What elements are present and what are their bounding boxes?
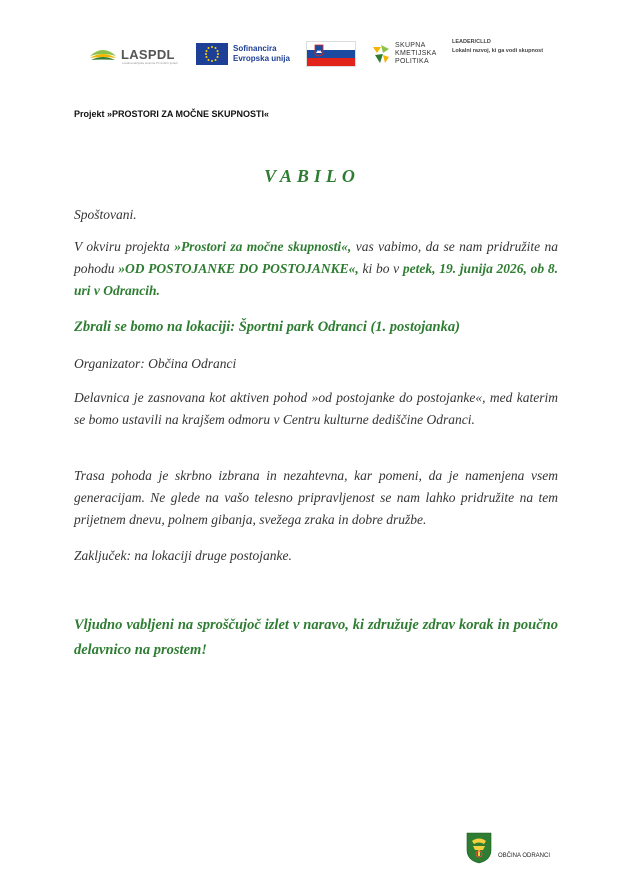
logo-bar: [88, 36, 548, 72]
event-date-time: petek, 19. junija 2026, ob 8. uri v Odrancih.: [74, 261, 558, 298]
workshop-description: Delavnica je zasnovana kot aktiven pohod »od postojanke do postojanke«, med katerim se bomo ustavili na krajšem odmoru v Centru kulturne dediščine Odranci.: [74, 390, 558, 427]
footer-municipality: OBČINA ODRANCI: [498, 853, 551, 859]
skp-line-2: KMETIJSKA: [395, 50, 437, 57]
leader-logo: [452, 38, 543, 56]
project-name: »Prostori za močne skupnosti«,: [174, 239, 352, 254]
conclusion: Zaključek: na lokaciji druge postojanke.: [74, 548, 292, 563]
skp-line-1: SKUPNA: [395, 42, 426, 49]
meeting-point: Zbrali se bomo na lokaciji: Športni park Odranci (1. postojanka): [74, 319, 460, 335]
skp-leaf-icon: [371, 43, 391, 65]
skupna-kmetijska-politika-logo: [371, 36, 437, 72]
skp-caption: [395, 42, 437, 66]
laspdl-name: LASPDL: [121, 46, 175, 62]
laspdl-leaf-icon: [88, 42, 118, 66]
eu-flag-icon: [196, 43, 228, 65]
organizer: Organizator: Občina Odranci: [74, 356, 237, 371]
project-line: Projekt »PROSTORI ZA MOČNE SKUPNOSTI«: [74, 109, 270, 119]
event-name: »OD POSTOJANKE DO POSTOJANKE«,: [118, 261, 359, 276]
slovenia-flag: [306, 36, 356, 72]
closing-invitation: Vljudno vabljeni na sproščujoč izlet v naravo, ki združuje zdrav korak in poučno delavnico na prostem!: [74, 617, 558, 658]
slovenia-flag-icon: [306, 41, 356, 67]
laspdl-logo: [88, 36, 178, 72]
invitation-title: VABILO: [264, 166, 360, 186]
eu-caption: [233, 44, 290, 64]
intro-text-3: ki bo v: [358, 261, 403, 276]
skp-line-3: POLITIKA: [395, 58, 429, 65]
intro-text-1: V okviru projekta: [74, 239, 175, 254]
intro-text-2: vas vabimo, da se nam pridružite na pohodu: [74, 239, 558, 276]
odranci-coat-of-arms-icon: [466, 832, 492, 864]
leader-line-2: Lokalni razvoj, ki ga vodi skupnost: [452, 48, 544, 54]
intro-paragraph: [74, 236, 558, 302]
route-description: Trasa pohoda je skrbno izbrana in nezahtevna, kar pomeni, da je namenjena vsem generacijam. Ne glede na vašo telesno pripravljenost se nam lahko pridružite na tem prijetnem dnevu, polnem gibanja, svežega zraka in dobre družbe.: [74, 468, 558, 527]
eu-logo: [196, 36, 290, 72]
leader-line-1: LEADER/CLLD: [452, 39, 491, 45]
eu-line-2: Evropska unija: [233, 54, 290, 63]
laspdl-subtitle: Lokalna akcijska skupina Pri dobrih ljudeh: [122, 61, 178, 65]
eu-line-1: Sofinancira: [233, 44, 277, 53]
greeting: Spoštovani.: [74, 207, 137, 222]
